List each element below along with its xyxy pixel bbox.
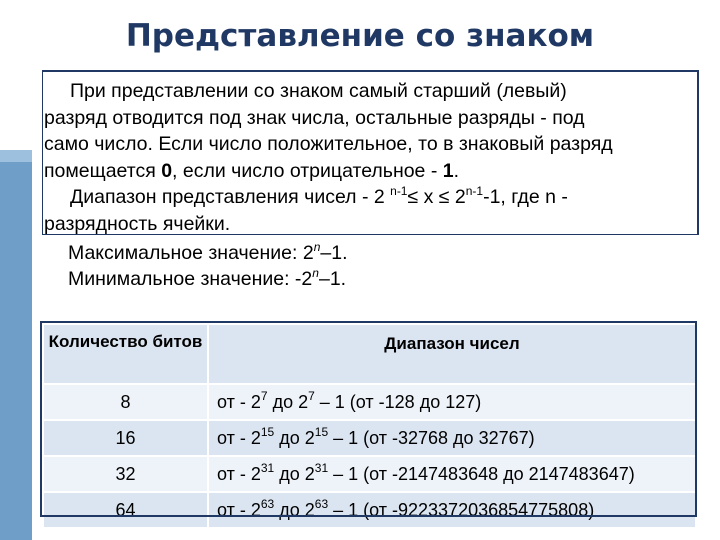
table-row [43, 456, 696, 492]
paragraph-line: При представлении со знаком самый старший (левый) [70, 80, 567, 102]
table-row [43, 492, 696, 528]
table-row [43, 384, 696, 420]
paragraph-line: помещается 0, если число отрицательное - 1. [44, 159, 460, 182]
bits-cell: 32 [43, 456, 208, 492]
table-row [43, 420, 696, 456]
paragraph-line: само число. Если число положительное, то в знаковый разряд [44, 133, 613, 155]
left-accent-bar [0, 150, 32, 540]
range-cell: от - $2^{15}$ до $2^{15} - 1$ (от -32768 до 32767) [208, 420, 696, 456]
paragraph-sign-representation [44, 78, 690, 184]
table-header-row [43, 324, 696, 384]
zero-bold: 0 [161, 159, 173, 182]
header-bit-count: Количество битов [43, 324, 208, 384]
range-cell: от - $2^7$ до $2^7 - 1$ (от -128 до 127) [208, 384, 696, 420]
header-number-range: Диапазон чисел [208, 324, 696, 384]
one-bold: 1 [442, 159, 454, 182]
paragraph-line: разрядность ячейки. [44, 212, 231, 235]
bits-cell: 16 [43, 420, 208, 456]
min-value-text: Минимальное значение: -2$^n$–1. [68, 266, 347, 290]
left-accent-highlight [0, 150, 32, 162]
slide-title: Представление со знаком [125, 18, 595, 54]
paragraph-line: разряд отводится под знак числа, остальные разряды - под [44, 106, 585, 129]
range-cell: от - $2^{63}$ до $2^{63} - 1$ (от -9223372036854775808) [208, 492, 696, 528]
range-table [42, 323, 697, 529]
range-cell: от - $2^{31}$ до $2^{31} - 1$ (от -2147483648 до 2147483647) [208, 456, 696, 492]
max-value-text: Максимальное значение: 2$^n$–1. [68, 240, 348, 264]
bits-cell: 64 [43, 492, 208, 528]
paragraph-range [44, 184, 690, 237]
paragraph-line: Диапазон представления чисел - 2 $^{n-1}\le x \le 2^{n-1}-1$, где n - [70, 184, 568, 208]
bits-cell: 8 [43, 384, 208, 420]
